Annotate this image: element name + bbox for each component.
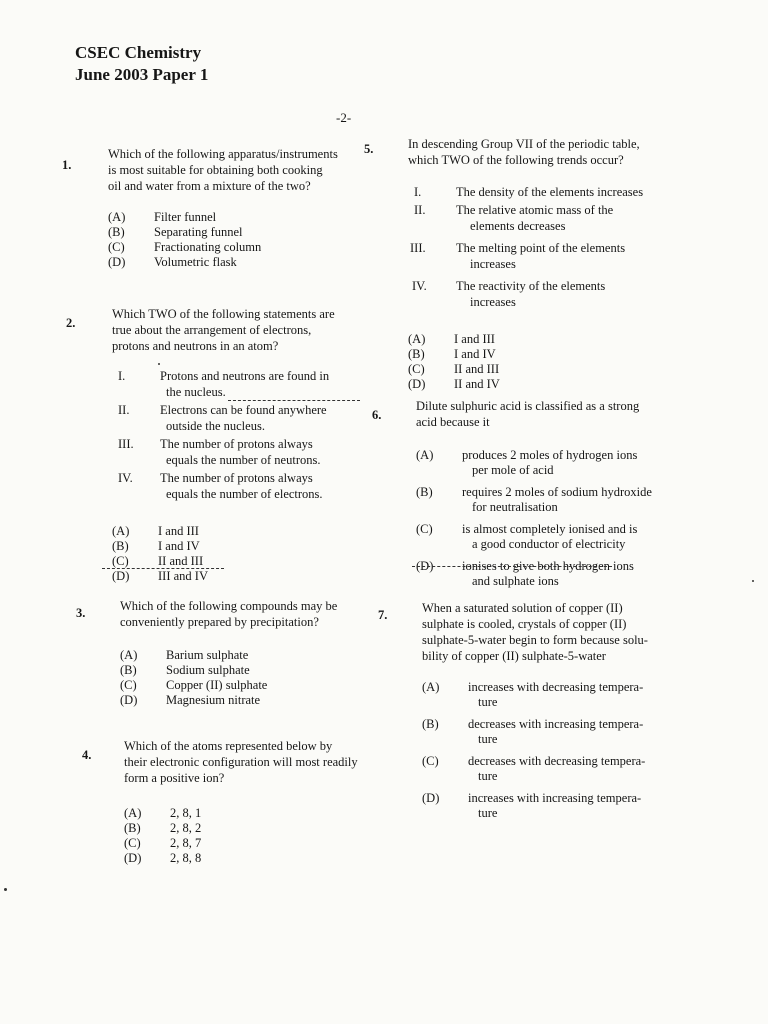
document-subtitle: June 2003 Paper 1 bbox=[75, 65, 209, 84]
question-1-stem: Which of the following apparatus/instruments is most suitable for obtaining both cooking oil and water from a mixture of the two? bbox=[108, 147, 338, 193]
question-6-stem: Dilute sulphuric acid is classified as a strong acid because it bbox=[416, 399, 640, 429]
question-7-stem: When a saturated solution of copper (II) sulphate is cooled, crystals of copper (II) sulphate-5-water begin to form because solu- bility of copper (II) sulphate-5-water bbox=[422, 601, 648, 663]
option-d: (D) II and IV bbox=[408, 377, 500, 391]
page-number: -2- bbox=[336, 110, 352, 125]
option-c: (C) II and III bbox=[112, 554, 204, 568]
question-1-options bbox=[108, 210, 338, 270]
question-5-number: 5. bbox=[364, 142, 374, 156]
option-d: (D) III and IV bbox=[112, 569, 208, 583]
question-5-statements bbox=[408, 184, 643, 310]
question-divider bbox=[412, 566, 612, 567]
scan-speck bbox=[158, 363, 160, 365]
option-c: (C) decreases with decreasing tempera- ture bbox=[422, 754, 646, 783]
option-a: (A) I and III bbox=[112, 524, 199, 538]
option-c: (C) II and III bbox=[408, 362, 500, 376]
question-3 bbox=[120, 598, 337, 708]
scan-speck bbox=[4, 888, 7, 891]
option-b: (B) 2, 8, 2 bbox=[124, 821, 202, 835]
statement-iv: IV. The number of protons always equals the number of electrons. bbox=[118, 471, 323, 501]
question-4 bbox=[124, 738, 358, 866]
question-4-stem: Which of the atoms represented below by their electronic configuration will most readily form a positive ion? bbox=[124, 739, 358, 785]
question-6 bbox=[416, 398, 652, 589]
question-5-stem: In descending Group VII of the periodic table, which TWO of the following trends occur? bbox=[408, 137, 640, 167]
question-2 bbox=[112, 306, 335, 584]
option-d: (D) ionises to give both hydrogen ions and sulphate ions bbox=[416, 559, 634, 588]
statement-i: I. The density of the elements increases bbox=[414, 185, 644, 199]
statement-iii: III. The melting point of the elements increases bbox=[410, 241, 626, 271]
statement-iii: III. The number of protons always equals the number of neutrons. bbox=[118, 437, 321, 467]
option-c: (C) is almost completely ionised and is a good conductor of electricity bbox=[416, 522, 638, 551]
option-a: (A) I and III bbox=[408, 332, 495, 346]
option-d: (D) increases with increasing tempera- ture bbox=[422, 791, 642, 820]
question-7-options bbox=[422, 680, 648, 821]
question-5-options bbox=[408, 332, 643, 392]
question-3-number: 3. bbox=[76, 606, 86, 620]
option-a: (A) Barium sulphate bbox=[120, 648, 249, 662]
question-3-options bbox=[120, 648, 337, 708]
question-1-number: 1. bbox=[62, 158, 72, 172]
option-d: (D) Magnesium nitrate bbox=[120, 693, 261, 707]
question-6-number: 6. bbox=[372, 408, 382, 422]
option-b: (B) Sodium sulphate bbox=[120, 663, 250, 677]
option-b: (B) I and IV bbox=[408, 347, 496, 361]
option-a: (A) 2, 8, 1 bbox=[124, 806, 202, 820]
option-a: (A) Filter funnel bbox=[108, 210, 217, 224]
question-4-number: 4. bbox=[82, 748, 92, 762]
question-2-number: 2. bbox=[66, 316, 76, 330]
option-b: (B) requires 2 moles of sodium hydroxide for neutralisation bbox=[416, 485, 652, 514]
statement-i: I. Protons and neutrons are found in the nucleus. bbox=[118, 369, 330, 399]
question-4-options bbox=[124, 806, 358, 866]
option-c: (C) Copper (II) sulphate bbox=[120, 678, 268, 692]
option-b: (B) I and IV bbox=[112, 539, 200, 553]
question-7 bbox=[422, 600, 648, 821]
scan-speck bbox=[752, 580, 754, 582]
option-c: (C) 2, 8, 7 bbox=[124, 836, 202, 850]
question-divider bbox=[102, 568, 224, 569]
question-6-options bbox=[416, 448, 652, 589]
option-b: (B) decreases with increasing tempera- ture bbox=[422, 717, 644, 746]
option-d: (D) Volumetric flask bbox=[108, 255, 237, 269]
question-2-options bbox=[112, 524, 335, 584]
document-header bbox=[75, 42, 208, 86]
question-3-stem: Which of the following compounds may be conveniently prepared by precipitation? bbox=[120, 599, 338, 629]
question-divider bbox=[228, 400, 360, 401]
statement-ii: II. The relative atomic mass of the elements decreases bbox=[414, 203, 614, 233]
option-b: (B) Separating funnel bbox=[108, 225, 243, 239]
option-a: (A) produces 2 moles of hydrogen ions per mole of acid bbox=[416, 448, 638, 477]
option-a: (A) increases with decreasing tempera- ture bbox=[422, 680, 644, 709]
statement-iv: IV. The reactivity of the elements increases bbox=[412, 279, 606, 309]
question-2-stem: Which TWO of the following statements are true about the arrangement of electrons, protons and neutrons in an atom? bbox=[112, 307, 335, 353]
document-title: CSEC Chemistry bbox=[75, 43, 202, 62]
option-c: (C) Fractionating column bbox=[108, 240, 262, 254]
question-1 bbox=[108, 146, 338, 270]
question-7-number: 7. bbox=[378, 608, 388, 622]
statement-ii: II. Electrons can be found anywhere outside the nucleus. bbox=[118, 403, 327, 433]
question-5 bbox=[408, 136, 643, 392]
question-2-statements bbox=[112, 368, 335, 502]
option-d: (D) 2, 8, 8 bbox=[124, 851, 202, 865]
